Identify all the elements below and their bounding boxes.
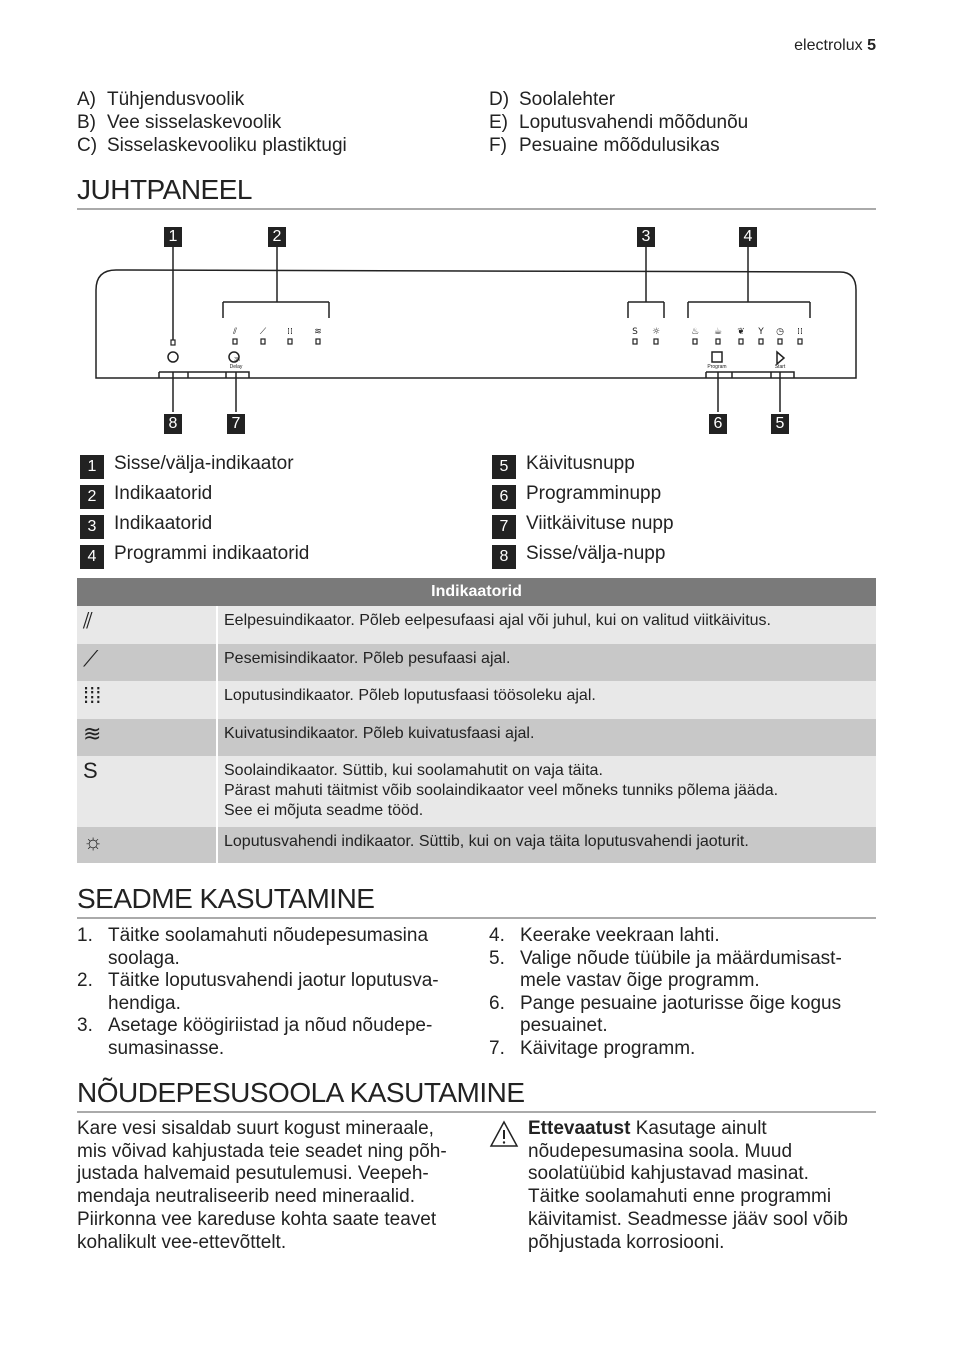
salt-paragraph [77,1118,447,1254]
step-number: 1. [77,925,93,946]
legend-left [80,449,309,569]
callout-7: 7 [227,414,245,434]
brand: electrolux [794,37,863,54]
steps-left [77,925,439,1060]
table-row [77,719,876,756]
callout-2: 2 [268,227,286,247]
legend-text: Sisse/välja-indikaator [114,453,294,474]
rinse-aid-icon: ☼ [651,327,661,337]
legend-number: 8 [492,545,516,569]
text-line: mis võivad kahjustada teie seadet ning põh- [77,1140,447,1162]
step-text: Keerake veekraan lahti. [520,925,720,946]
text-line: Piirkonna vee kareduse kohta saate teavet [77,1208,437,1230]
row-text: Pärast mahuti täitmist võib soolaindikaator veel mõneks tunniks põlema jääda. [224,782,779,799]
section-title-salt: NÕUDEPESUSOOLA KASUTAMINE [77,1077,876,1113]
part-label: Loputusvahendi mõõdunõu [519,112,749,133]
text-line: Kare vesi sisaldab suurt kogust mineraale, [77,1118,434,1139]
legend-text: Programmi indikaatorid [114,543,310,564]
legend-text: Sisse/välja-nupp [526,543,666,564]
glass-icon: Y [758,327,764,337]
section-title-usage: SEADME KASUTAMINE [77,883,876,919]
part-label: Pesuaine mõõdulusikas [519,135,720,156]
part-key: F) [489,135,507,156]
step-text: Täitke soolamahuti nõudepesumasina [108,925,429,946]
step-text: Pange pesuaine jaoturisse õige kogus [520,992,842,1014]
steps-right [489,925,842,1060]
legend-number: 7 [492,515,516,539]
part-label: Vee sisselaskevoolik [107,112,282,133]
legend-number: 5 [492,455,516,479]
row-text: Kuivatusindikaator. Põleb kuivatusfaasi ajal. [217,719,876,756]
text-line: kohalikult vee-ettevõttelt. [77,1231,287,1253]
callout-8: 8 [164,414,182,434]
rinse-program-icon: ⁞⁞ [797,327,803,337]
table-row [77,606,876,644]
legend-text: Indikaatorid [114,483,213,504]
part-key: E) [489,112,508,133]
part-label: Tühjendusvoolik [107,89,245,110]
legend-number: 3 [80,515,104,539]
eco-icon: ❦ [737,327,745,337]
pot-icon: ♨ [690,327,700,337]
table-header: Indikaatorid [77,578,876,606]
step-text: Käivitage programm. [520,1037,696,1059]
text-line: soolatüübid kahjustavad masinat. [528,1163,809,1185]
row-text: Loputusindikaator. Põleb loputusfaasi töösoleku ajal. [217,681,876,719]
table-row [77,644,876,681]
callout-1: 1 [164,227,182,247]
legend-text: Programminupp [526,483,662,504]
row-text: See ei mõjuta seadme tööd. [224,802,424,819]
rinse-aid-icon: ☼ [77,827,217,863]
text-line: justada halvemaid pesutulemusi. Veepeh- [77,1163,429,1185]
text-line: Täitke soolamahuti enne programmi [528,1186,832,1208]
text-line: Kasutage ainult [630,1118,767,1139]
clock-icon: ◷ [776,327,784,337]
table-row [77,681,876,719]
legend-text: Käivitusnupp [526,453,635,474]
part-key: B) [77,112,96,133]
row-text: Eelpesuindikaator. Põleb eelpesufaasi ajal või juhul, kui on valitud viitkäivitus. [217,606,876,644]
wash-icon: ⟋ [259,327,267,337]
callout-6: 6 [709,414,727,434]
part-key: A) [77,89,96,110]
legend-text: Indikaatorid [114,513,213,534]
legend-number: 1 [80,455,104,479]
step-number: 3. [77,1015,93,1036]
step-number: 5. [489,947,505,969]
page-number: 5 [867,37,876,54]
part-key: D) [489,89,510,110]
dry-icon: ≋ [314,327,322,337]
control-panel-diagram [0,0,954,450]
step-number: 7. [489,1037,505,1059]
row-text: Pesemisindikaator. Põleb pesufaasi ajal. [217,644,876,681]
callout-4: 4 [739,227,757,247]
rinse-icon: ⁞⁞⁞ [77,681,217,719]
salt-icon: S [77,756,217,827]
part-label: Sisselaskevooliku plastiktugi [107,135,347,156]
step-text: sumasinasse. [108,1037,225,1059]
step-number: 2. [77,970,93,991]
rinse-icon: ⁞⁞ [287,327,293,337]
step-text: pesuainet. [520,1015,608,1036]
legend-text: Viitkäivituse nupp [526,513,674,534]
prewash-icon: ⫽ [232,327,238,337]
dry-icon: ≋ [77,719,217,756]
delay-time: 3h [234,357,240,363]
salt-icon: S [632,327,638,337]
row-text: Soolaindikaator. Süttib, kui soolamahutit on vaja täita. [224,762,603,779]
legend-number: 2 [80,485,104,509]
program-label: Program [707,364,727,370]
start-label: Start [774,364,786,370]
text-line: mendaja neutraliseerib need mineraalid. [77,1186,415,1208]
legend-right [492,449,674,569]
table-row [77,827,876,863]
caution-note [528,1118,848,1254]
section-title-control-panel: JUHTPANEEL [77,174,876,210]
callout-3: 3 [637,227,655,247]
text-line: nõudepesumasina soola. Muud [528,1140,793,1162]
table-row [77,756,876,827]
callout-5: 5 [771,414,789,434]
prewash-icon: ⫽ [77,606,217,644]
step-text: soolaga. [108,947,180,969]
part-key: C) [77,135,98,156]
wash-icon: ⟋ [77,644,217,681]
step-text: hendiga. [108,992,181,1014]
legend-number: 4 [80,545,104,569]
delay-label: Delay [229,364,243,370]
text-line: käivitamist. Seadmesse jääv sool võib [528,1208,848,1230]
indicators-table [77,578,876,863]
row-text: Loputusvahendi indikaator. Süttib, kui on vaja täita loputusvahendi jaoturit. [217,827,876,863]
step-number: 6. [489,992,505,1014]
legend-number: 6 [492,485,516,509]
step-text: mele vastav õige programm. [520,970,760,991]
step-text: Asetage köögiriistad ja nõud nõudepe- [108,1015,433,1036]
step-text: Valige nõude tüübile ja määrdumisast- [520,947,842,969]
warning-icon [489,1120,519,1148]
cup-icon: ☕ [713,327,723,337]
step-number: 4. [489,925,505,946]
step-text: Täitke loputusvahendi jaotur loputusva- [108,970,439,991]
caution-title: Ettevaatust [528,1118,631,1139]
text-line: põhjustada korrosiooni. [528,1231,725,1253]
part-label: Soolalehter [519,89,616,110]
